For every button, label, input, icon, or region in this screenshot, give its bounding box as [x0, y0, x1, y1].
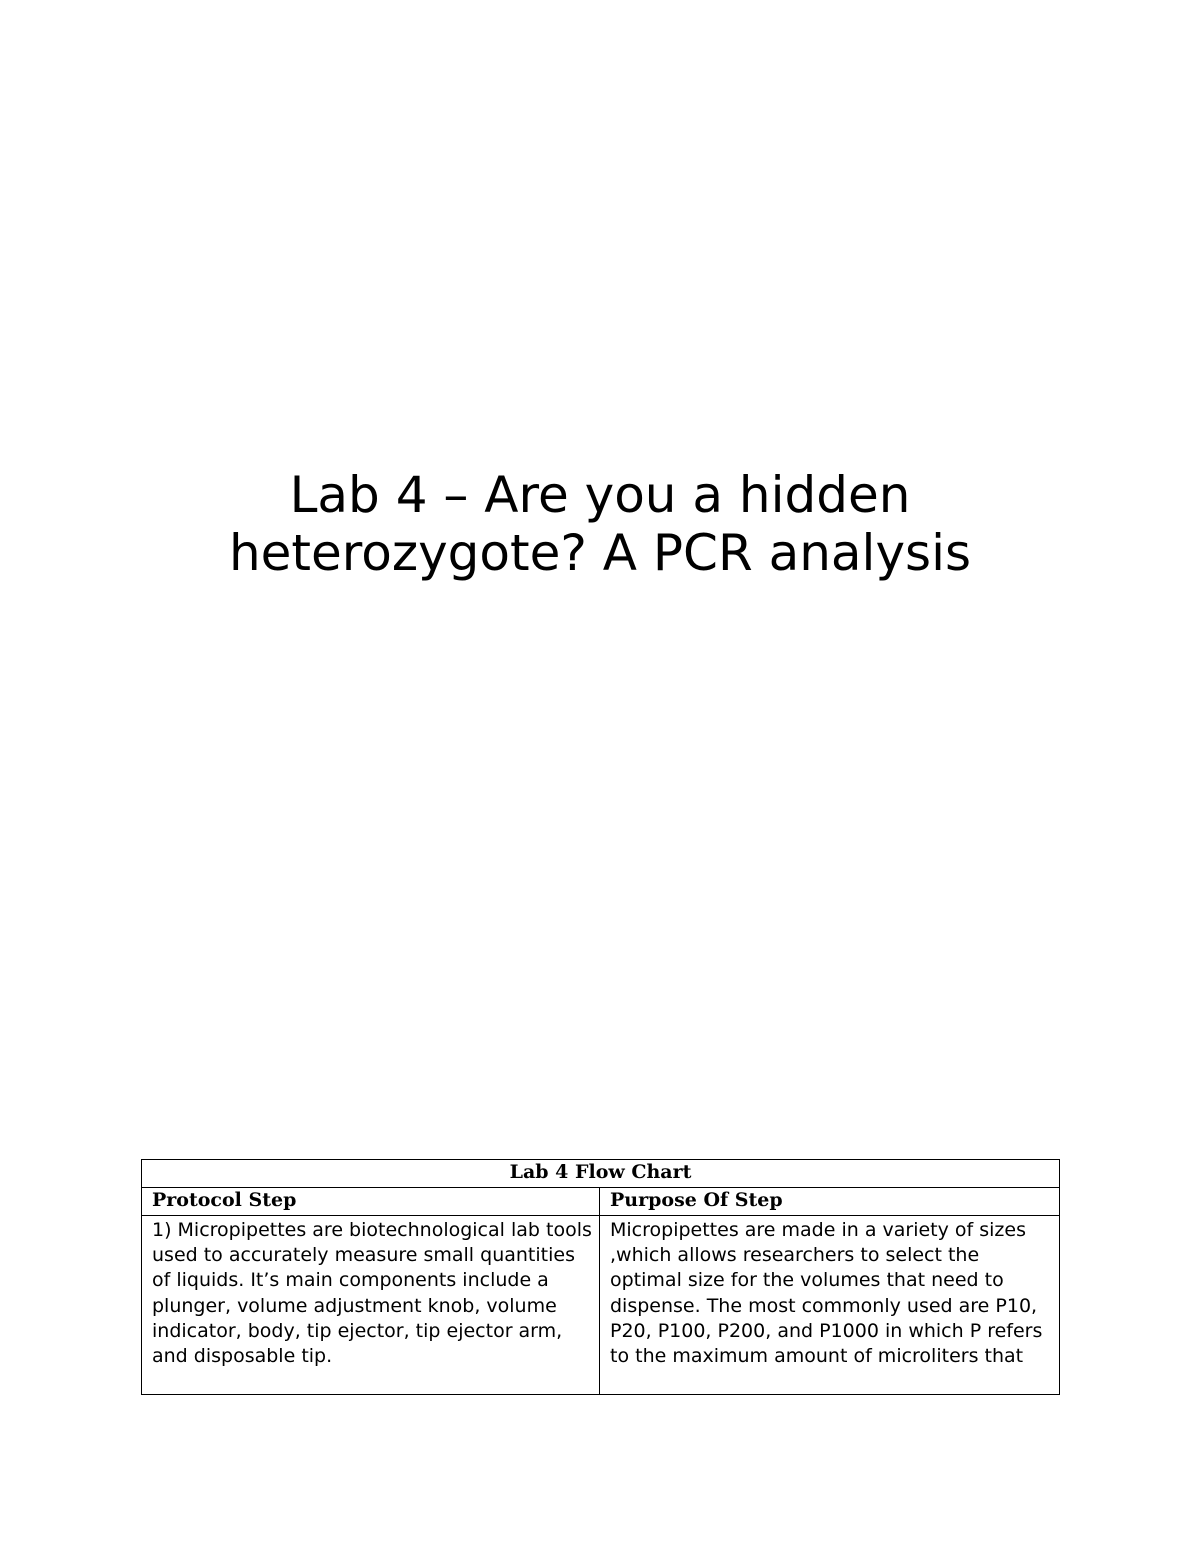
purpose-of-step-text: Micropipettes are made in a variety of sizes ,which allows researchers to select the optimal size for the volumes that need to dispense. The most commonly used are P10, P20, P100, P200, and P1000 in which P refers to the maximum amount of microliters that [610, 1219, 1043, 1368]
protocol-step-cell [142, 1216, 600, 1395]
purpose-of-step-cell [600, 1216, 1060, 1395]
column-header-protocol-step: Protocol Step [142, 1188, 600, 1216]
title-line-1: Lab 4 – Are you a hidden [289, 466, 911, 524]
protocol-step-text: 1) Micropipettes are biotechnological lab tools used to accurately measure small quantities of liquids. It’s main components include a plunger, volume adjustment knob, volume indicator, body, tip ejector, tip ejector arm, and disposable tip. [152, 1219, 592, 1368]
table-caption: Lab 4 Flow Chart [142, 1160, 1060, 1188]
flow-chart-table [141, 1159, 1060, 1395]
document-title [0, 466, 1200, 582]
title-line-2: heterozygote? A PCR analysis [228, 524, 972, 582]
column-header-purpose-of-step: Purpose Of Step [600, 1188, 1060, 1216]
table-row [142, 1216, 1060, 1395]
